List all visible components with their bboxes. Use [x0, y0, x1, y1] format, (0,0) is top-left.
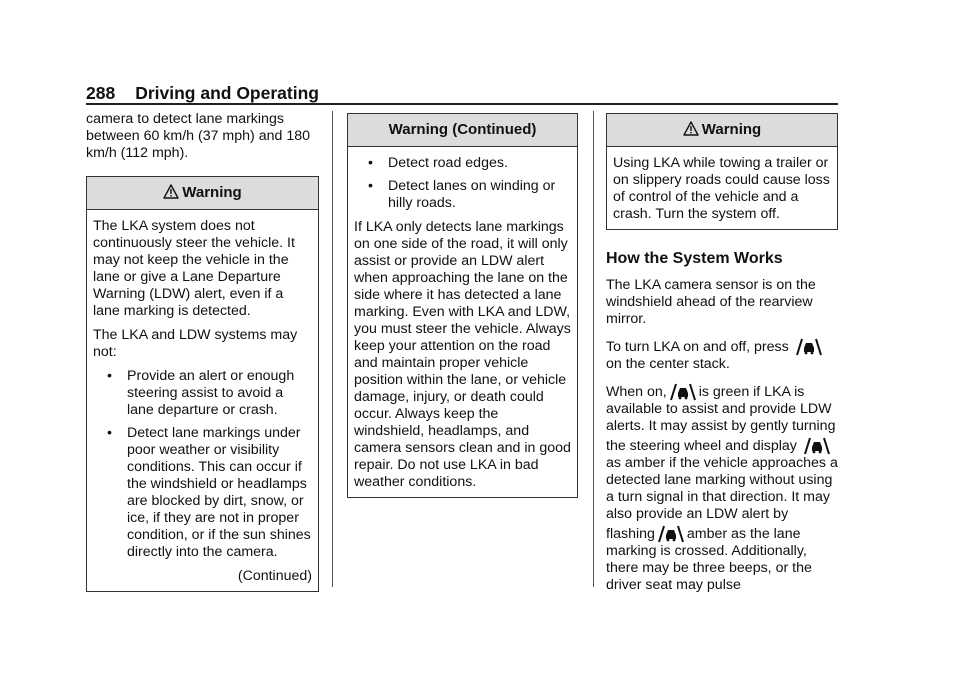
lane-keep-assist-icon [655, 523, 687, 543]
text-run: amber as the lane marking is crossed. Additionally, there may be three beeps, or the driver seat may pulse [606, 526, 812, 593]
lane-keep-assist-icon [801, 435, 833, 455]
body-paragraph [606, 336, 838, 373]
warning-paragraph: If LKA only detects lane markings on one side of the road, it will only assist or provide an LDW alert when approaching the lane on the side where it has detected a lane marking. Even with LKA and LDW, you must steer the vehicle. Always keep your attention on the road and maintain proper vehicle position within the lane, or vehicle damage, injury, or death could occur. Always keep the windshield, headlamps, and camera sensors clean and in good repair. Do not use LKA in bad weather conditions. [354, 219, 571, 490]
warning-header [87, 177, 318, 210]
text-run: as amber if the vehicle approaches a detected lane marking without using a turn signal in that direction. It may also provide an LDW alert by flashing [606, 455, 838, 542]
lane-keep-assist-icon [667, 381, 699, 401]
warning-paragraph: The LKA system does not continuously steer the vehicle. It may not keep the vehicle in the lane or give a Lane Departure Warning (LDW) alert, even if a lane marking is detected. [93, 218, 295, 319]
warning-triangle-icon [683, 116, 699, 148]
column-3 [606, 113, 838, 602]
warning-triangle-icon [163, 179, 179, 211]
warning-continued-box [347, 113, 578, 498]
warning-title: Warning [701, 121, 762, 138]
warning-paragraph: The LKA and LDW systems may not: [93, 327, 298, 360]
body-paragraph: The LKA camera sensor is on the windshield ahead of the rearview mirror. [606, 277, 816, 327]
body-paragraph [606, 381, 838, 594]
column-divider-2 [593, 111, 594, 587]
page-number: 288 [86, 83, 116, 103]
subsection-title: How the System Works [606, 250, 783, 267]
warning-paragraph: Using LKA while towing a trailer or on slippery roads could cause loss of control of the vehicle and a crash. Turn the system off. [613, 155, 830, 222]
text-run: on the center stack. [606, 356, 730, 372]
warning-header [348, 114, 577, 147]
column-divider-1 [332, 111, 333, 587]
text-run: When on, [606, 384, 667, 400]
bullet-item: • Provide an alert or enough steering assist to avoid a lane departure or crash. [93, 368, 312, 419]
warning-title: Warning [182, 184, 242, 201]
warning-box [86, 176, 319, 592]
warning-header [607, 114, 837, 147]
column-2 [347, 113, 578, 498]
bullet-item: • Detect lanes on winding or hilly roads. [354, 178, 571, 212]
bullet-item: • Detect lane markings under poor weather or visibility conditions. This can occur if the windshield or headlamps are blocked by dirt, snow, or ice, if they are not in proper condition, or if the sun shines directly into the camera. [93, 425, 312, 561]
intro-paragraph: camera to detect lane markings between 60 km/h (37 mph) and 180 km/h (112 mph). [86, 111, 310, 161]
page-header [86, 83, 319, 104]
warning-box [606, 113, 838, 230]
column-1 [86, 111, 319, 592]
lane-keep-assist-icon [793, 336, 825, 356]
continued-label: (Continued) [237, 568, 312, 584]
bullet-item: • Detect road edges. [354, 155, 571, 172]
text-run: To turn LKA on and off, press [606, 339, 789, 355]
header-rule [86, 103, 838, 105]
section-title: Driving and Operating [135, 83, 319, 103]
warning-title: Warning (Continued) [388, 121, 537, 138]
text-run: is green if LKA is available to assist and provide LDW alerts. It may assist by gently turning the steering wheel and display [606, 384, 836, 454]
